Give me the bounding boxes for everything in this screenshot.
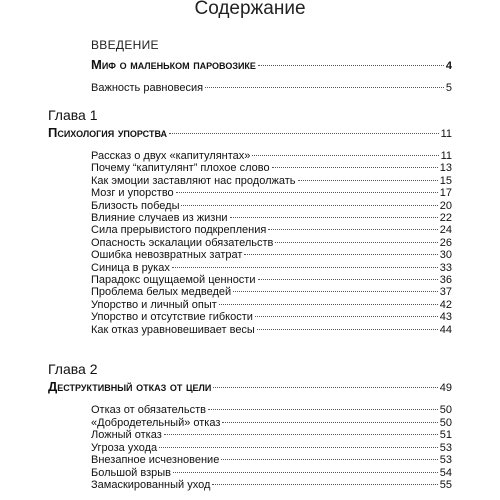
toc-entry-title: Упорство и личный опыт [91, 298, 217, 311]
dot-leader [181, 205, 437, 206]
toc-entry[interactable] [91, 237, 452, 249]
toc-entry-page: 44 [439, 323, 452, 336]
toc-entry-title: Отказ от обязательств [91, 404, 206, 416]
toc-entry[interactable] [91, 249, 452, 261]
dot-leader [255, 316, 438, 317]
toc-entry-page: 53 [439, 441, 452, 454]
toc-entry[interactable] [91, 175, 452, 187]
page-title: Содержание [194, 0, 306, 19]
toc-entry-title: Парадокс ощущаемой ценности [91, 274, 256, 286]
toc-entry[interactable] [91, 299, 452, 311]
toc-entry[interactable] [91, 467, 452, 479]
chapter-label: Глава 1 [48, 107, 98, 123]
dot-leader [268, 229, 437, 230]
dot-leader [233, 291, 438, 292]
toc-entry-title: Как эмоции заставляют нас продолжать [91, 174, 296, 187]
toc-entry-page: 11 [440, 150, 452, 162]
dot-leader [213, 387, 437, 388]
toc-entry[interactable] [91, 324, 452, 336]
dot-leader [230, 217, 438, 218]
toc-entry-page: 22 [439, 212, 452, 224]
dot-leader [298, 180, 438, 181]
toc-entry-page: 5 [445, 82, 452, 94]
toc-entry-page: 17 [439, 187, 452, 200]
toc-entry[interactable] [91, 150, 452, 162]
toc-entry[interactable] [91, 162, 452, 174]
toc-entry-title: Миф о маленьком паровозике [91, 57, 256, 72]
toc-entry-page: 15 [439, 174, 452, 187]
toc-entry-page: 55 [439, 479, 452, 491]
dot-leader [173, 472, 438, 473]
toc-entry-title: Синица в руках [91, 261, 170, 274]
toc-entry-title: Как отказ уравновешивает весы [91, 323, 255, 336]
chapter-title: Психология упорства [48, 125, 167, 140]
chapter-page: 49 [439, 382, 452, 394]
toc-entry-page: 33 [439, 261, 452, 274]
toc-entry[interactable] [91, 274, 452, 286]
toc-entry-page: 50 [439, 404, 452, 416]
toc-entry-title: Замаскированный уход [91, 479, 211, 491]
toc-entry[interactable] [91, 479, 452, 491]
toc-entry[interactable] [91, 212, 452, 224]
toc-entry-title: Большой взрыв [91, 466, 172, 479]
toc-entry[interactable] [91, 442, 452, 454]
chapter-label: Глава 2 [48, 361, 98, 377]
toc-entry[interactable] [91, 224, 452, 236]
toc-entry[interactable] [91, 200, 452, 212]
toc-entry-page: 26 [439, 236, 452, 249]
toc-entry-page: 4 [445, 60, 452, 72]
toc-entry-title: Ложный отказ [91, 429, 162, 441]
toc-entry-page: 54 [439, 466, 452, 479]
dot-leader [221, 459, 437, 460]
toc-entry-title: Внезапное исчезновение [91, 454, 220, 466]
dot-leader [176, 192, 438, 193]
toc-entry-page: 24 [439, 224, 452, 237]
toc-entry-title: Влияние случаев из жизни [91, 212, 228, 224]
toc-entry-page: 42 [439, 298, 452, 311]
dot-leader [164, 434, 438, 435]
dot-leader [257, 329, 438, 330]
toc-entry[interactable] [91, 262, 452, 274]
intro-label: ВВЕДЕНИЕ [91, 38, 159, 52]
toc-entry[interactable] [91, 286, 452, 298]
chapter-title: Деструктивный отказ от цели [48, 379, 212, 394]
toc-entry-page: 20 [439, 199, 452, 212]
toc-entry[interactable] [91, 429, 452, 441]
toc-entry-title: Упорство и отсутствие гибкости [91, 311, 253, 324]
dot-leader [208, 409, 438, 410]
toc-entry-title: Проблема белых медведей [91, 286, 232, 299]
dot-leader [258, 65, 444, 66]
toc-entry-page: 50 [439, 416, 452, 429]
toc-entry[interactable] [91, 417, 452, 429]
toc-entry-page: 37 [439, 286, 452, 299]
toc-entry-title: «Добродетельный» отказ [91, 416, 221, 429]
dot-leader [272, 167, 438, 168]
dot-leader [219, 304, 438, 305]
toc-entry-title: Угроза ухода [91, 441, 158, 454]
dot-leader [258, 279, 438, 280]
dot-leader [222, 422, 437, 423]
toc-entry-title: Ошибка невозвратных затрат [91, 249, 243, 262]
dot-leader [212, 484, 437, 485]
toc-entry-title: Мозг и упорство [91, 187, 174, 200]
toc-entry-page: 30 [439, 249, 452, 262]
chapter-title-entry[interactable] [48, 125, 452, 140]
dot-leader [169, 133, 439, 134]
toc-entry-page: 51 [439, 429, 452, 441]
toc-entry-title: Сила прерывистого подкрепления [91, 224, 267, 237]
dot-leader [205, 87, 444, 88]
toc-entry-title: Близость победы [91, 199, 180, 212]
toc-entry-title: Опасность эскалации обязательств [91, 236, 274, 249]
chapter-title-entry[interactable] [48, 379, 452, 394]
toc-entry[interactable] [91, 311, 452, 323]
dot-leader [275, 242, 437, 243]
dot-leader [252, 155, 438, 156]
dot-leader [159, 447, 438, 448]
toc-entry-page: 53 [439, 454, 452, 466]
toc-entry[interactable] [91, 454, 452, 466]
toc-entry[interactable] [91, 82, 452, 94]
toc-entry[interactable] [91, 187, 452, 199]
dot-leader [244, 254, 437, 255]
toc-entry[interactable] [91, 404, 452, 416]
toc-entry-title: Почему “капитулянт” плохое слово [91, 162, 270, 175]
toc-entry-page: 43 [439, 311, 452, 324]
toc-entry-title: Важность равновесия [91, 82, 204, 94]
toc-entry-page: 13 [439, 162, 452, 175]
dot-leader [172, 267, 438, 268]
toc-entry-page: 36 [439, 274, 452, 286]
chapter-page: 11 [440, 128, 452, 140]
toc-entry[interactable] [91, 57, 452, 72]
toc-entry-title: Рассказ о двух «капитулянтах» [91, 150, 251, 162]
